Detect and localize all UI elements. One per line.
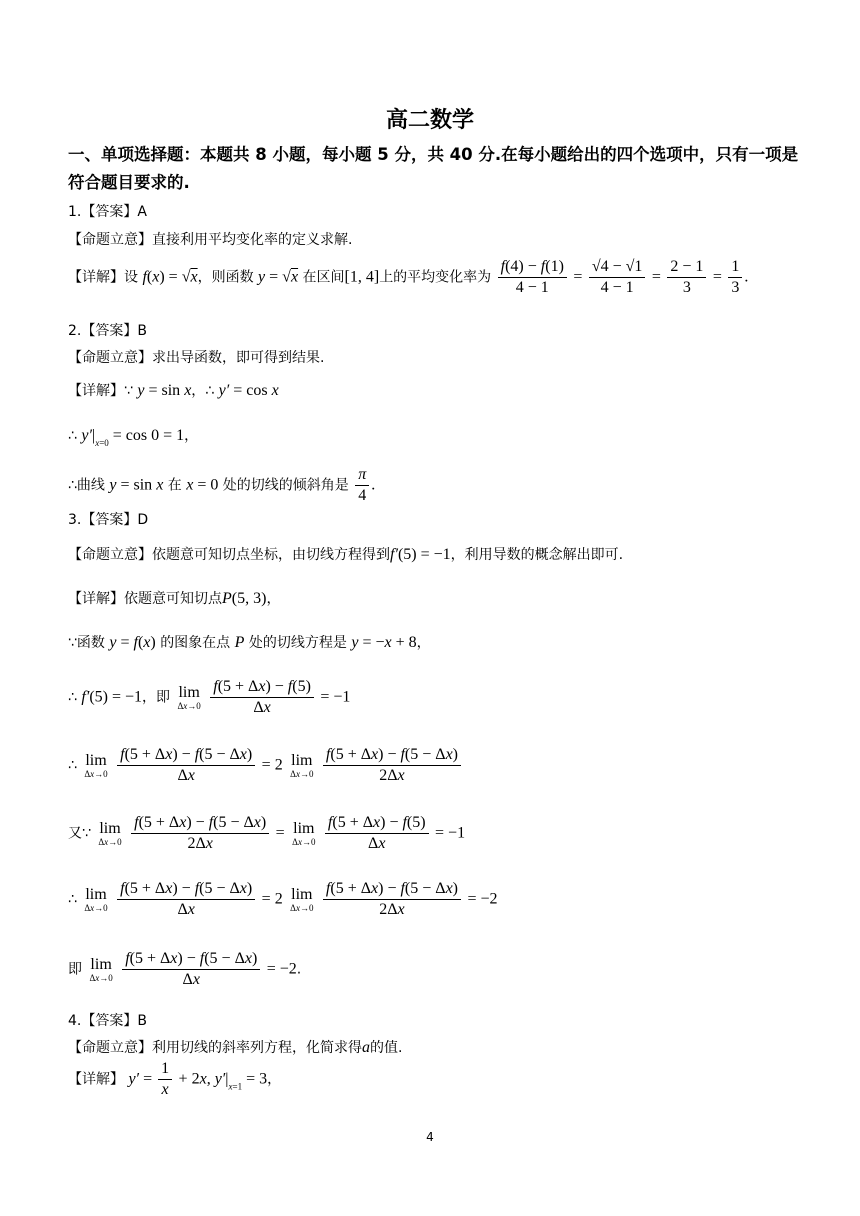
q3-line2: ∵函数 y = f(x) 的图象在点 P 处的切线方程是 y = −x + 8，	[68, 634, 431, 651]
q4-detail: 【详解】 y′ = $\frac{1}{x}$ + 2x, $y'|_{x=1} = 3$，	[68, 1060, 282, 1098]
q2-line3: ∴曲线 y = sin x 在 x = 0 处的切线的倾斜角是 $\frac{\pi}{4}$ .	[68, 466, 376, 504]
q3-line7: 即 lim Δx→0 $\frac{f(5 + \Delta x) - f(5 - \Delta x)}{\Delta x}$ = −2.	[68, 950, 302, 988]
page-number: 4	[426, 1130, 434, 1144]
q3-line4: ∴ lim Δx→0 $\frac{f(5 + \Delta x) - f(5 - \Delta x)}{\Delta x}$ = 2 lim Δx→0 $\frac{f(5 + \Delta x) - f(5 - \Delta x)}{2\Delta x}$	[68, 746, 463, 785]
q2-answer: 2.【答案】B	[68, 323, 147, 339]
q2-intent: 【命题立意】求出导函数，即可得到结果.	[68, 350, 325, 366]
page-title: 高二数学	[385, 108, 474, 133]
q2-line2: ∴ $y'|_{x=0} = \cos 0 = 1$，	[68, 427, 199, 448]
q3-answer: 3.【答案】D	[68, 512, 149, 528]
q2-detail: 【详解】∵ y = sin x，∴ y′ = cos x	[68, 382, 279, 399]
q4-intent: 【命题立意】利用切线的斜率列方程，化简求得a的值.	[68, 1039, 403, 1056]
section-heading: 一、单项选择题：本题共 8 小题，每小题 5 分，共 40 分.在每小题给出的四个选项中，只有一项是符合题目要求的.	[68, 145, 799, 192]
q3-intent: 【命题立意】依题意可知切点坐标，由切线方程得到f′(5) = −1，利用导数的概念解出即可.	[68, 546, 624, 563]
q3-line5: 又∵ lim Δx→0 $\frac{f(5 + \Delta x) - f(5 - \Delta x)}{2\Delta x}$ = lim Δx→0 $\frac{f(5 + \Delta x) - f(5)}{\Delta x}$ = −1	[68, 814, 466, 852]
q3-detail: 【详解】依题意可知切点P(5, 3)，	[68, 590, 281, 607]
q3-line6: ∴ lim Δx→0 $\frac{f(5 + \Delta x) - f(5 - \Delta x)}{\Delta x}$ = 2 lim Δx→0 $\frac{f(5 + \Delta x) - f(5 - \Delta x)}{2\Delta x}$ = −2	[68, 880, 498, 918]
q3-line3: ∴ f′(5) = −1，即 lim Δx→0 $\frac{f(5 + \Delta x) - f(5)}{\Delta x}$ = −1	[68, 678, 351, 716]
q1-intent: 【命题立意】直接利用平均变化率的定义求解.	[68, 232, 353, 248]
q4-answer: 4.【答案】B	[68, 1013, 147, 1029]
q1-answer: 1.【答案】A	[68, 204, 147, 220]
q1-detail: 【详解】设 f(x) = √x，则函数 y = √x 在区间[1, 4]上的平均变化率为 $\frac{f(4) - f(1)}{4 - 1}$ = $\frac{√4 - √1}{4 - 1}$ = $\frac{2 - 1}{3}$ = $\frac{1}{3}$ .	[68, 258, 749, 296]
